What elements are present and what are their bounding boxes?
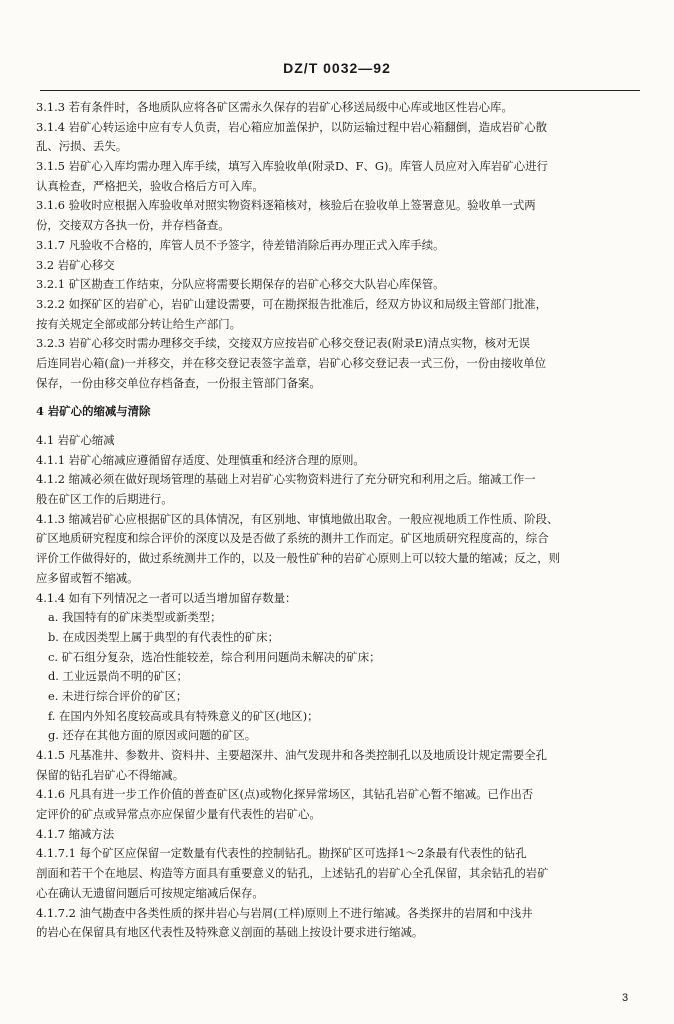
text-line: 剖面和若干个在地层、构造等方面具有重要意义的钻孔，上述钻孔的岩矿心全孔保留，其余钻孔的岩矿	[36, 866, 549, 881]
list-item: f. 在国内外知名度较高或具有特殊意义的矿区(地区)；	[48, 708, 319, 723]
text-line: 4.1.3 缩减岩矿心应根据矿区的具体情况，有区别地、审慎地做出取舍。一般应视地质工作性质、阶段、	[36, 511, 559, 526]
list-item: a. 我国特有的矿床类型或新类型；	[48, 610, 222, 625]
text-line: 3.2.2 如探矿区的岩矿心，岩矿山建设需要，可在勘探报告批准后，经双方协议和局级主管部门批准，	[36, 296, 548, 311]
text-line: 3.1.3 若有条件时，各地质队应将各矿区需永久保存的岩矿心移送局级中心库或地区性岩心库。	[36, 100, 513, 114]
text-line: 4.1.7.1 每个矿区应保留一定数量有代表性的控制钻孔。勘探矿区可选择1～2条最有代表性的钻孔	[36, 846, 527, 861]
text-line: 保留的钻孔岩矿心不得缩减。	[36, 767, 185, 782]
text-line: 4.1.6 凡具有进一步工作价值的普查矿区(点)或物化探异常场区，其钻孔岩矿心暂不缩减。已作出否	[36, 787, 534, 802]
text-line: 认真检查，严格把关，验收合格后方可入库。	[36, 178, 264, 193]
text-line: 4.1.7.2 油气勘查中各类性质的探井岩心与岩屑(工样)原则上不进行缩减。各类探井的岩屑和中浅井	[36, 905, 533, 920]
text-line: 3.2.1 矿区勘查工作结束，分队应将需要长期保存的岩矿心移交大队岩心库保管。	[36, 277, 445, 292]
page-header: DZ/T 0032—92	[283, 60, 391, 76]
text-line: 份，交接双方各执一份，并存档备查。	[36, 218, 230, 233]
text-line: 4.1.1 岩矿心缩减应遵循留存适度、处理慎重和经济合理的原则。	[36, 452, 365, 467]
list-item: d. 工业远景尚不明的矿区；	[48, 669, 188, 684]
list-item: b. 在成因类型上属于典型的有代表性的矿床；	[48, 629, 279, 644]
text-line: 定评价的矿点或异常点亦应保留少量有代表性的岩矿心。	[36, 807, 321, 822]
text-line: 乱、污损、丢失。	[36, 139, 128, 154]
subsection-heading: 4.1 岩矿心缩减	[36, 433, 115, 447]
text-line: 4.1.5 凡基准井、参数井、资料井、主要超深井、油气发现井和各类控制孔以及地质设计规定需要全孔	[36, 748, 548, 762]
text-line: 应多留或暂不缩减。	[36, 570, 139, 585]
text-line: 按有关规定全部或部分转让给生产部门。	[36, 316, 242, 331]
text-line: 保存，一份由移交单位存档备查，一份报主管部门备案。	[36, 375, 321, 390]
text-line: 4.1.4 如有下列情况之一者可以适当增加留存数量：	[36, 590, 297, 605]
text-line: 3.1.5 岩矿心入库均需办理入库手续，填写入库验收单(附录D、F、G)。库管人员应对入库岩矿心进行	[36, 159, 548, 174]
document-body	[36, 98, 642, 943]
spacer	[36, 422, 642, 431]
list-item: g. 还存在其他方面的原因或问题的矿区。	[48, 728, 257, 743]
text-line: 后连同岩心箱(盒)一并移交，并在移交登记表签字盖章，岩矿心移交登记表一式三份，一份由接收单位	[36, 355, 547, 370]
text-line: 矿区地质研究程度和综合评价的深度以及是否做了系统的测井工作而定。矿区地质研究程度高的，综合	[36, 531, 549, 546]
subsection-heading: 4.1.7 缩减方法	[36, 826, 115, 841]
section-heading: 4 岩矿心的缩减与清除	[36, 404, 151, 419]
text-line: 心在确认无遗留问题后可按规定缩减后保存。	[36, 885, 264, 900]
spacer	[36, 393, 642, 402]
list-item: c. 矿石组分复杂，选冶性能较差，综合利用问题尚未解决的矿床；	[48, 649, 381, 664]
text-line: 3.1.6 验收时应根据入库验收单对照实物资料逐箱核对，核验后在验收单上签署意见。验收单一式两	[36, 198, 536, 213]
list-item: e. 未进行综合评价的矿区；	[48, 688, 188, 703]
text-line: 3.2.3 岩矿心移交时需办理移交手续，交接双方应按岩矿心移交登记表(附录E)清点实物，核对无误	[36, 336, 531, 351]
text-line: 3.1.4 岩矿心转运途中应有专人负责，岩心箱应加盖保护，以防运输过程中岩心箱翻倒，造成岩矿心散	[36, 119, 548, 134]
page-number: 3	[622, 992, 629, 1004]
text-line: 评价工作做得好的，做过系统测井工作的，以及一般性矿种的岩矿心原则上可以较大量的缩减；反之，则	[36, 551, 560, 566]
subsection-heading: 3.2 岩矿心移交	[36, 257, 115, 272]
text-line: 般在矿区工作的后期进行。	[36, 492, 173, 507]
text-line: 的岩心在保留具有地区代表性及特殊意义剖面的基础上按设计要求进行缩减。	[36, 925, 424, 940]
text-line: 4.1.2 缩减必须在做好现场管理的基础上对岩矿心实物资料进行了充分研究和利用之后。缩减工作一	[36, 472, 536, 487]
text-line: 3.1.7 凡验收不合格的，库管人员不予签字，待差错消除后再办理正式入库手续。	[36, 237, 445, 252]
header-rule	[40, 90, 640, 91]
